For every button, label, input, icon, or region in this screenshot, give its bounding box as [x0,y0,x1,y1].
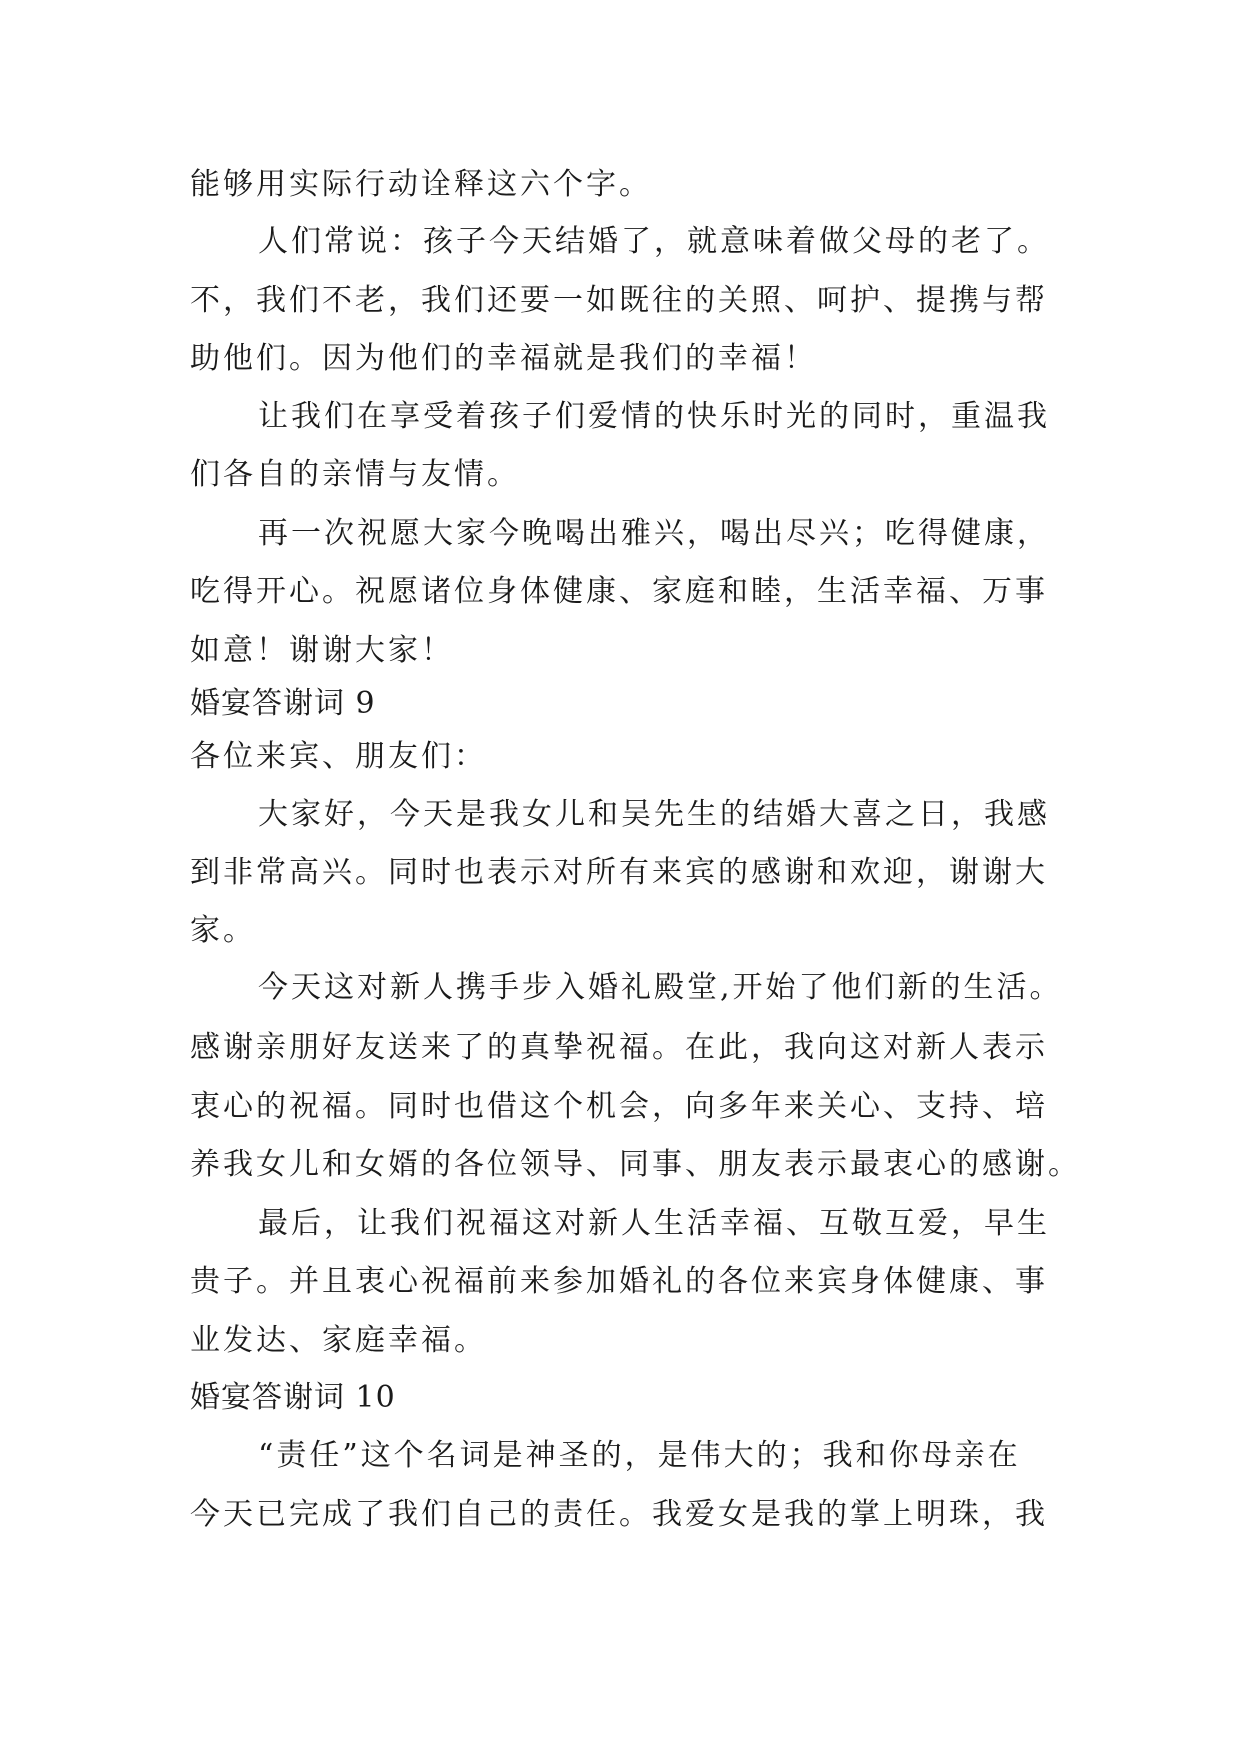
paragraph-line: 衷心的祝福。同时也借这个机会，向多年来关心、支持、培 [190,1089,1048,1124]
paragraph-line: 助他们。因为他们的幸福就是我们的幸福！ [190,341,817,376]
paragraph-line: 感谢亲朋好友送来了的真挚祝福。在此，我向这对新人表示 [190,1030,1048,1065]
paragraph-line: 到非常高兴。同时也表示对所有来宾的感谢和欢迎，谢谢大 [190,855,1048,890]
paragraph-line: 贵子。并且衷心祝福前来参加婚礼的各位来宾身体健康、事 [190,1264,1048,1299]
paragraph-line: 家。 [190,913,256,948]
paragraph-line: 再一次祝愿大家今晚喝出雅兴，喝出尽兴；吃得健康， [258,516,1050,551]
paragraph-line: 今天已完成了我们自己的责任。我爱女是我的掌上明珠，我 [190,1497,1048,1532]
section-heading: 婚宴答谢词 9 [190,686,376,721]
paragraph-line: 吃得开心。祝愿诸位身体健康、家庭和睦，生活幸福、万事 [190,574,1048,609]
paragraph-line: 今天这对新人携手步入婚礼殿堂,开始了他们新的生活。 [258,970,1063,1005]
salutation-line: 各位来宾、朋友们： [190,739,487,774]
paragraph-line: 让我们在享受着孩子们爱情的快乐时光的同时，重温我 [258,399,1050,434]
paragraph-line: 们各自的亲情与友情。 [190,457,520,492]
paragraph-line: 业发达、家庭幸福。 [190,1323,487,1358]
paragraph-line: “责任”这个名词是神圣的，是伟大的；我和你母亲在 [258,1438,1021,1473]
paragraph-line: 人们常说：孩子今天结婚了，就意味着做父母的老了。 [258,224,1050,259]
paragraph-line: 能够用实际行动诠释这六个字。 [190,167,652,202]
section-heading: 婚宴答谢词 10 [190,1380,396,1415]
paragraph-line: 不，我们不老，我们还要一如既往的关照、呵护、提携与帮 [190,283,1048,318]
paragraph-line: 养我女儿和女婿的各位领导、同事、朋友表示最衷心的感谢。 [190,1147,1081,1182]
paragraph-line: 如意！谢谢大家！ [190,633,454,668]
paragraph-line: 大家好，今天是我女儿和吴先生的结婚大喜之日，我感 [258,797,1050,832]
paragraph-line: 最后，让我们祝福这对新人生活幸福、互敬互爱，早生 [258,1206,1050,1241]
